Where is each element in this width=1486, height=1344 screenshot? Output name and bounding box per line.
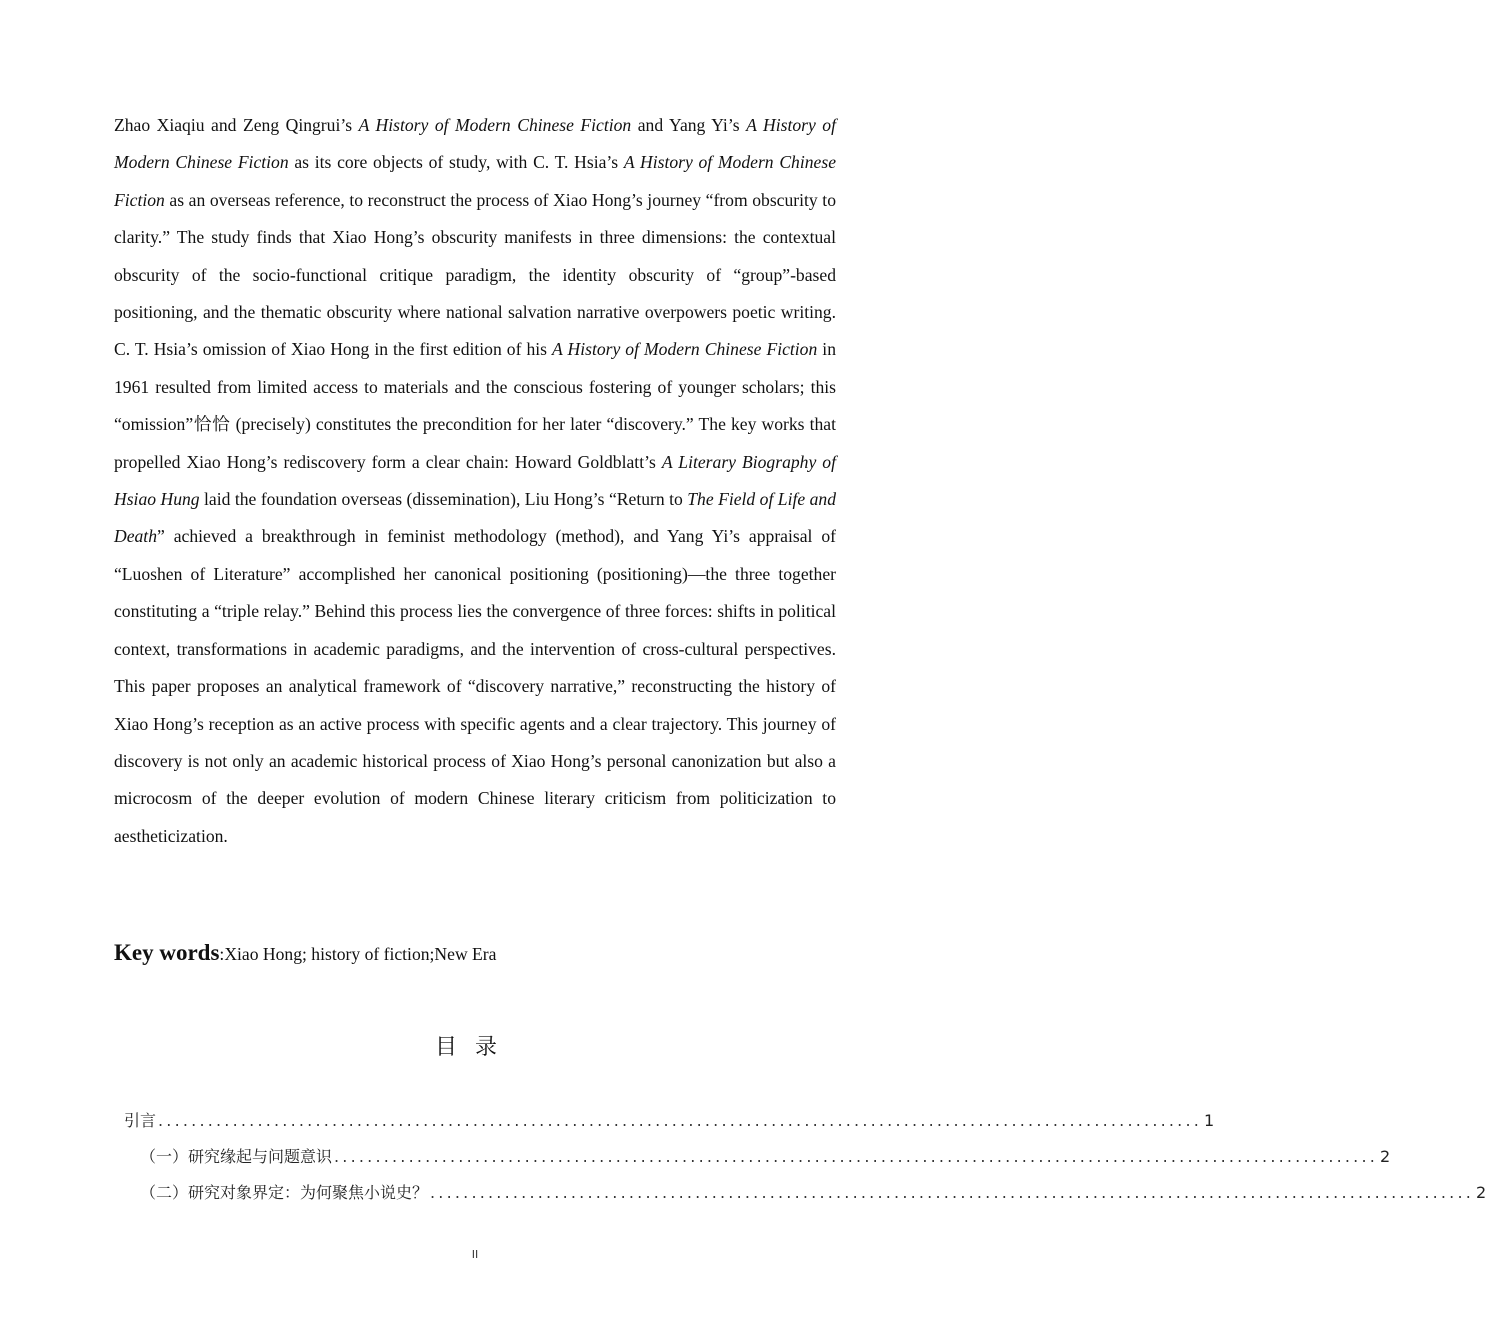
toc-entry-label: 引言: [124, 1111, 157, 1130]
toc-leader-dots: ..............................................................................................................................: [334, 1147, 1379, 1166]
keywords-line: [114, 940, 496, 966]
keywords-label: Key words: [114, 940, 220, 965]
toc-entry-page: 2: [1476, 1183, 1486, 1202]
toc-entry-label: （二）研究对象界定：为何聚焦小说史？: [140, 1183, 429, 1202]
toc-entry-introduction[interactable]: [124, 1108, 1215, 1132]
toc-title: 目录: [434, 1035, 515, 1060]
toc-entry-research-origin[interactable]: [140, 1144, 1391, 1168]
abstract-segment-title: A Literary Biography of Hsiao Hung: [114, 451, 836, 510]
abstract-segment-title: The Field of Life and Death: [114, 489, 837, 547]
toc-leader-dots: ..............................................................................................................................: [430, 1183, 1475, 1202]
abstract-segment: and Yang Yi’s: [631, 115, 747, 135]
toc-entry-page: 1: [1204, 1111, 1215, 1130]
abstract-segment-title: A History of Modern Chinese Fiction: [358, 115, 632, 135]
abstract-segment-title: A History of Modern Chinese Fiction: [114, 152, 837, 210]
toc-leader-dots: ..............................................................................................................................: [158, 1111, 1203, 1130]
keywords-separator: :: [219, 944, 225, 964]
toc-entry-research-scope[interactable]: [140, 1180, 1486, 1204]
abstract-segment: Zhao Xiaqiu and Zeng Qingrui’s: [114, 115, 359, 135]
toc-entry-page: 2: [1380, 1147, 1391, 1166]
abstract-body: [114, 107, 836, 855]
abstract-segment-title: A History of Modern Chinese Fiction: [114, 115, 836, 173]
abstract-segment: in 1961 resulted from limited access to materials and the conscious fostering of younger scholars; this “omission”恰恰 (precisely) constitutes the precondition for her later “discovery.” The key works that propelled Xiao Hong’s rediscovery form a clear chain: Howard Goldblatt’s: [114, 339, 836, 472]
abstract-segment: laid the foundation overseas (dissemination), Liu Hong’s “Return to: [199, 489, 688, 510]
abstract-segment-title: A History of Modern Chinese Fiction: [552, 339, 818, 360]
keywords-value: Xiao Hong; history of fiction;New Era: [224, 944, 497, 964]
abstract-segment: ” achieved a breakthrough in feminist methodology (method), and Yang Yi’s appraisal of “Luoshen of Literature” accomplished her canonical positioning (positioning)—the three together constituting a “triple relay.” Behind this process lies the convergence of three forces: shifts in political context, transformations in academic paradigms, and the intervention of cross-cultural perspectives. This paper proposes an analytical framework of “discovery narrative,” reconstructing the history of Xiao Hong’s reception as an active process with specific agents and a clear trajectory. This journey of discovery is not only an academic historical process of Xiao Hong’s personal canonization but also a microcosm of the deeper evolution of modern Chinese literary criticism from politicization to aestheticization.: [114, 526, 836, 846]
toc-entry-label: （一）研究缘起与问题意识: [140, 1147, 333, 1166]
abstract-segment: as its core objects of study, with C. T. Hsia’s: [288, 152, 624, 173]
abstract-segment: as an overseas reference, to reconstruct the process of Xiao Hong’s journey “from obscurity to clarity.” The study finds that Xiao Hong’s obscurity manifests in three dimensions: the contextual obscurity of the socio-functional critique paradigm, the identity obscurity of “group”-based positioning, and the thematic obscurity where national salvation narrative overpowers poetic writing. C. T. Hsia’s omission of Xiao Hong in the first edition of his: [114, 189, 836, 360]
page-number: II: [471, 1248, 479, 1261]
